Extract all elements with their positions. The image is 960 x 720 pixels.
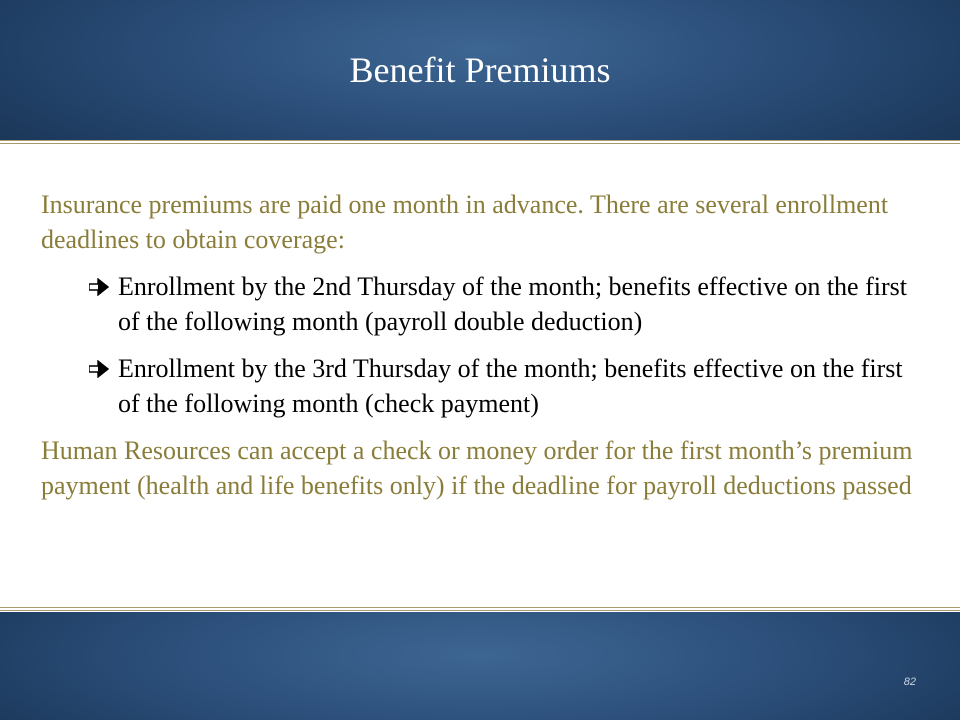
page-number: 82 <box>903 676 916 688</box>
header-divider <box>0 140 960 148</box>
deadline-text: Enrollment by the 2nd Thursday of the month; benefits effective on the first of the following month (payroll double deduction) <box>118 272 907 336</box>
arrow-bullet-icon <box>89 269 113 304</box>
arrow-bullet-icon <box>89 351 113 386</box>
deadline-item <box>41 351 921 421</box>
footer-divider <box>0 604 960 612</box>
deadline-list <box>41 269 921 421</box>
intro-paragraph: Insurance premiums are paid one month in advance. There are several enrollment deadlines to obtain coverage: <box>41 190 889 254</box>
slide-title: Benefit Premiums <box>349 50 611 90</box>
footer-band <box>0 612 960 720</box>
slide-content <box>41 187 921 515</box>
closing-paragraph: Human Resources can accept a check or money order for the first month’s premium payment (health and life benefits only) if the deadline for payroll deductions passed <box>41 436 913 500</box>
deadline-item <box>41 269 921 339</box>
deadline-text: Enrollment by the 3rd Thursday of the month; benefits effective on the first of the following month (check payment) <box>118 354 903 418</box>
